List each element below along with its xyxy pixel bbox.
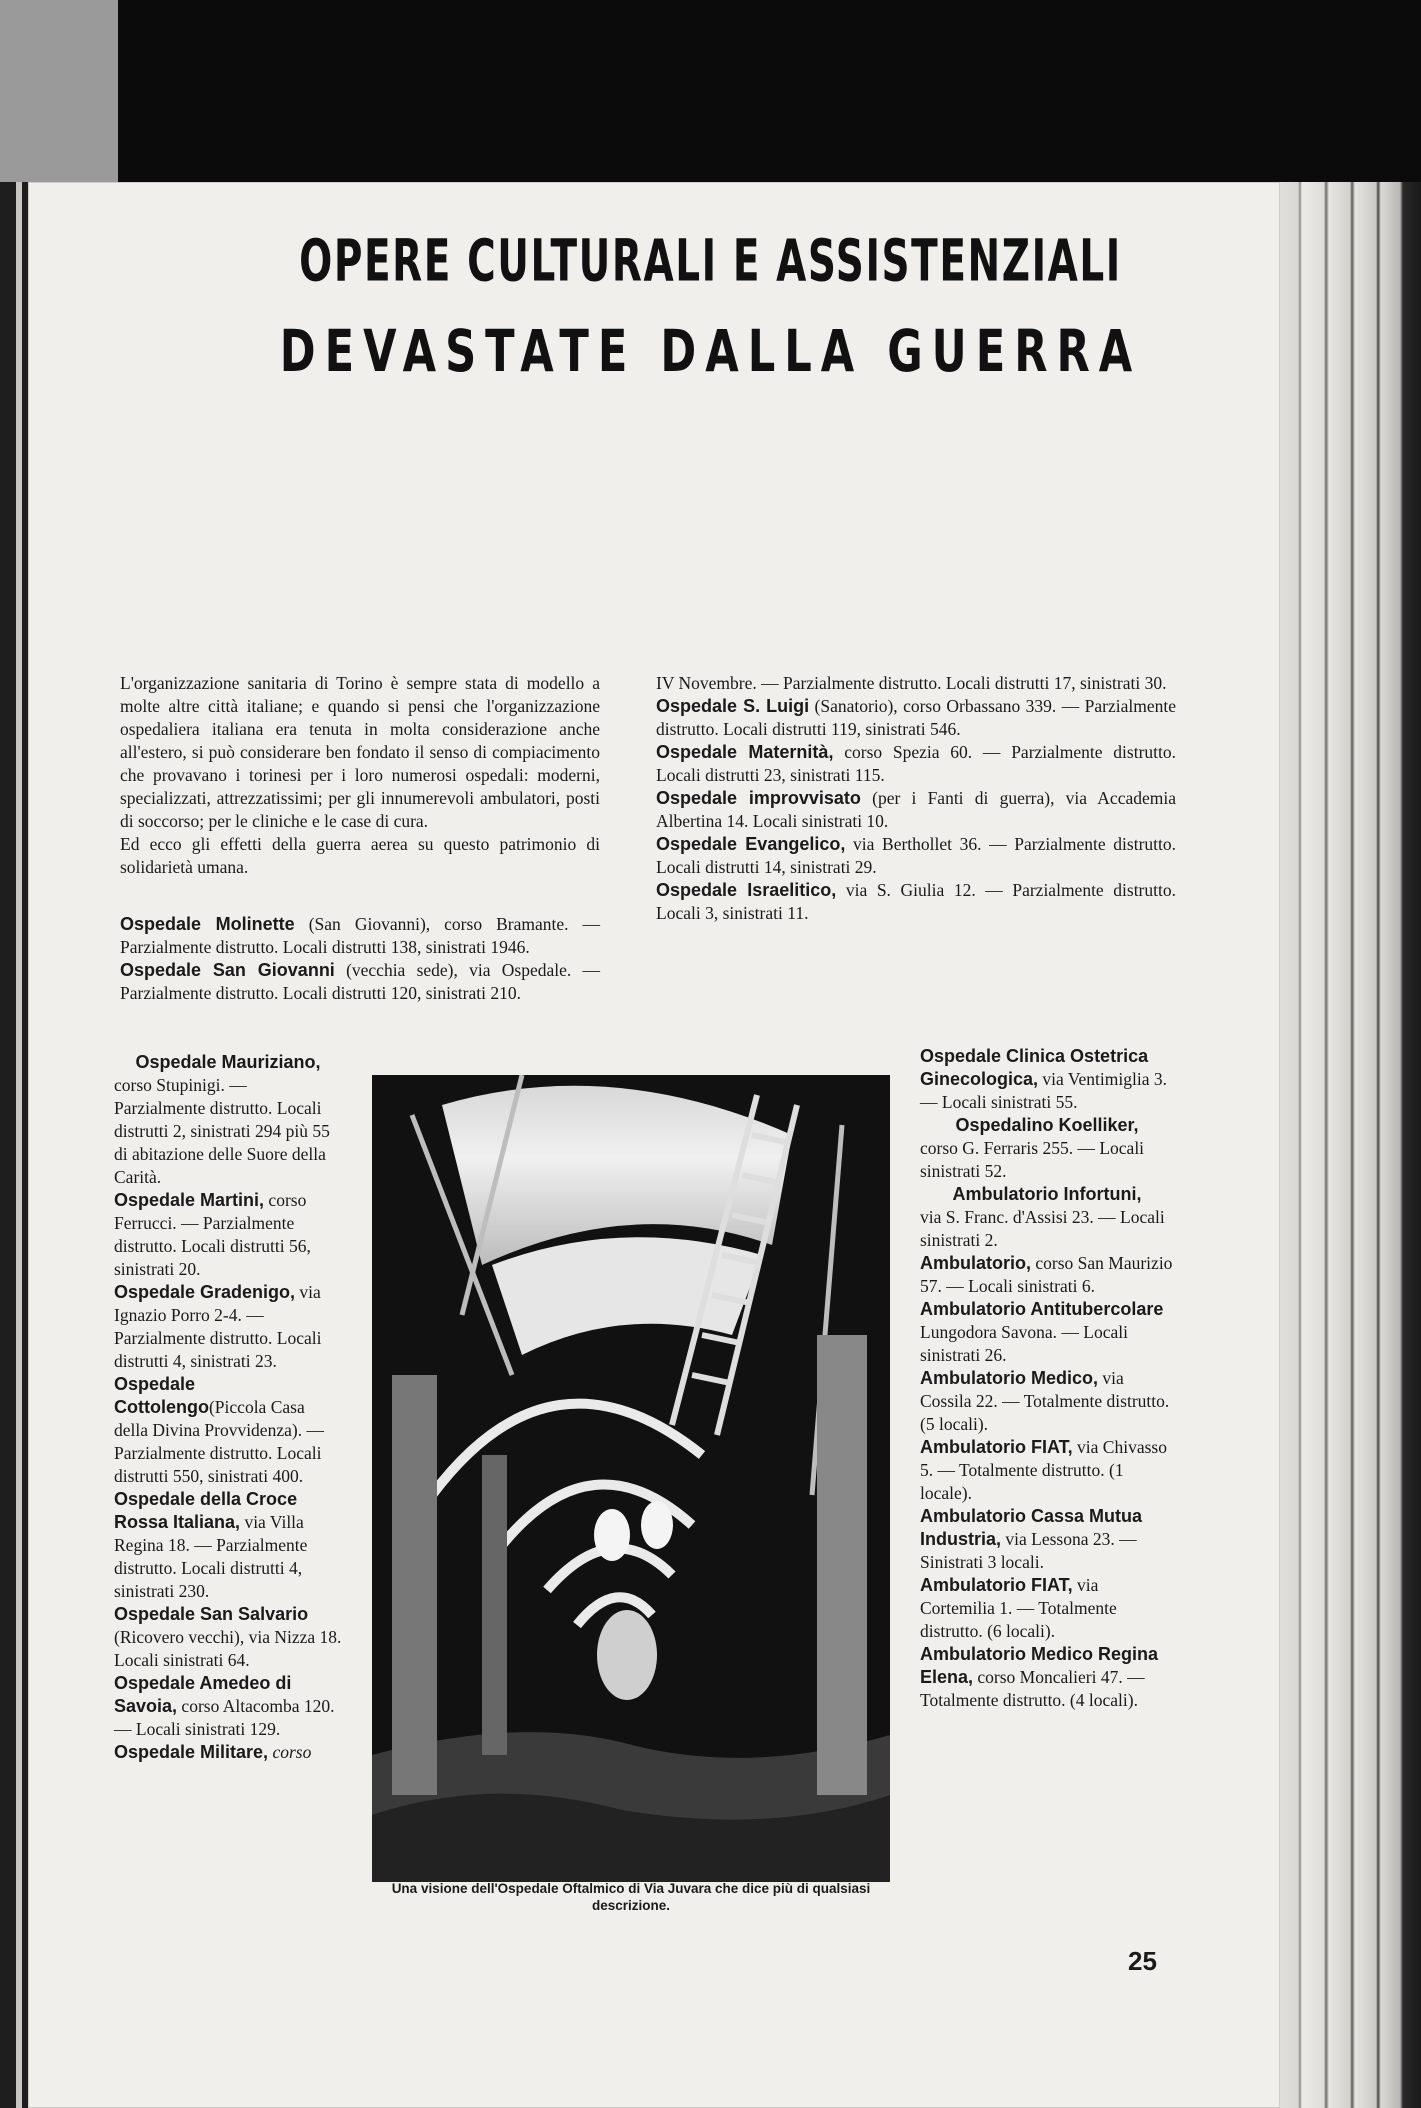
entry-text: corso San Maurizio 57. — Locali sinistrati 6. — [920, 1253, 1173, 1296]
scan-top-grey — [0, 0, 118, 182]
entry-name: Ospedale Amedeo di Savoia, — [114, 1673, 292, 1716]
entry-text: corso Stupinigi. — Parzialmente distrutto. Locali distrutti 2, sinistrati 294 più 55 di abitazione delle Suore della Carità. — [114, 1075, 330, 1187]
entry-koelliker — [920, 1114, 1174, 1183]
entry-text: (Piccola Casa della Divina Provvidenza). — Parzialmente distrutto. Locali distrutti 550, sinistrati 400. — [114, 1397, 324, 1486]
entry-croce-rossa — [114, 1488, 342, 1603]
entry-s-luigi — [656, 695, 1176, 741]
entry-name: Ambulatorio FIAT, — [920, 1437, 1073, 1457]
entry-name: Ambulatorio Medico, — [920, 1368, 1099, 1388]
entry-text: corso Spezia 60. — Parzialmente distrutto. Locali distrutti 23, sinistrati 115. — [656, 742, 1177, 785]
entry-clinica-ostetrica — [920, 1045, 1174, 1114]
entry-text: via Cortemilia 1. — Totalmente distrutto. (6 locali). — [920, 1575, 1117, 1641]
hospital-ruins-photo — [372, 1075, 890, 1882]
entry-text: corso Altacomba 120. — Locali sinistrati 129. — [114, 1696, 335, 1739]
entry-molinette — [120, 913, 600, 959]
entry-name: Ospedale Evangelico, — [656, 834, 846, 854]
entry-name: Ospedale improvvisato — [656, 788, 861, 808]
entry-text: (San Giovanni), corso Bramante. — Parzialmente distrutto. Locali distrutti 138, sinistrati 1946. — [120, 914, 601, 957]
page-title-line1: OPERE CULTURALI E ASSISTENZIALI — [299, 227, 1122, 295]
scan-left-edge — [0, 182, 28, 2108]
entry-evangelico — [656, 833, 1176, 879]
entry-ambulatorio-regina-elena — [920, 1643, 1174, 1712]
entry-gradenigo — [114, 1281, 342, 1373]
entry-name: Ospedale San Salvario — [114, 1604, 309, 1624]
left-narrow-column — [114, 1051, 342, 1764]
entry-ambulatorio-medico — [920, 1367, 1174, 1436]
entry-name: Ospedale Martini, — [114, 1190, 265, 1210]
entry-name: Ospedale Militare, — [114, 1742, 269, 1762]
intro-paragraph: L'organizzazione sanitaria di Torino è sempre stata di modello a molte altre città italiane; e quando si pensi che l'organizzazione ospedaliera italiana era tenuta in molta considerazione anche all'estero, si può considerare ben fondato il senso di compiacimento che provavano i torinesi per i loro numerosi ospedali: moderni, specializzati, attrezzatissimi; per gli innumerevoli ambulatori, posti di soccorso; per le cliniche e le case di cura. — [120, 673, 600, 831]
entry-name: Ospedale Mauriziano, — [135, 1052, 321, 1072]
entry-text: via Chivasso 5. — Totalmente distrutto. (1 locale). — [920, 1437, 1167, 1503]
entry-name: Ospedale Clinica Ostetrica Ginecologica, — [920, 1046, 1149, 1089]
photo-caption: Una visione dell'Ospedale Oftalmico di Via Juvara che dice più di qualsiasi descrizione. — [391, 1881, 871, 1913]
entry-san-giovanni — [120, 959, 600, 1005]
entry-text: via S. Giulia 12. — Parzialmente distrutto. Locali 3, sinistrati 11. — [656, 880, 1176, 923]
entry-name: Ambulatorio, — [920, 1253, 1031, 1273]
continuation-text: IV Novembre. — Parzialmente distrutto. Locali distrutti 17, sinistrati 30. — [656, 673, 1167, 693]
entry-san-salvario — [114, 1603, 342, 1672]
entry-name: Ambulatorio Cassa Mutua Industria, — [920, 1506, 1143, 1549]
entry-ambulatorio-cassa-mutua — [920, 1505, 1174, 1574]
entry-text: via Cossila 22. — Totalmente distrutto. (5 locali). — [920, 1368, 1170, 1434]
ruins-illustration — [372, 1075, 890, 1882]
entry-name: Ospedale Gradenigo, — [114, 1282, 296, 1302]
entry-name: Ambulatorio Infortuni, — [952, 1184, 1142, 1204]
entry-text: corso Ferrucci. — Parzialmente distrutto. Locali distrutti 56, sinistrati 20. — [114, 1190, 311, 1279]
entry-name: Ospedale S. Luigi — [656, 696, 810, 716]
right-narrow-column — [920, 1045, 1174, 1712]
entry-text: corso G. Ferraris 255. — Locali sinistrati 52. — [920, 1138, 1145, 1181]
entry-name: Ambulatorio Medico Regina Elena, — [920, 1644, 1159, 1687]
entry-ambulatorio-san-maurizio — [920, 1252, 1174, 1298]
entry-text: corso Moncalieri 47. — Totalmente distrutto. (4 locali). — [920, 1667, 1145, 1710]
right-wide-column — [656, 672, 1176, 925]
entry-improvvisato — [656, 787, 1176, 833]
entry-name: Ospedale Israelitico, — [656, 880, 837, 900]
entry-text: via Ignazio Porro 2-4. — Parzialmente distrutto. Locali distrutti 4, sinistrati 23. — [114, 1282, 322, 1371]
entry-cottolengo — [114, 1373, 342, 1488]
entry-text: via S. Franc. d'Assisi 23. — Locali sinistrati 2. — [920, 1207, 1165, 1250]
entry-ambulatorio-fiat-cortemilia — [920, 1574, 1174, 1643]
entry-ambulatorio-fiat-chivasso — [920, 1436, 1174, 1505]
entry-name: Ospedale San Giovanni — [120, 960, 335, 980]
entry-text: via Ventimiglia 3. — Locali sinistrati 55. — [920, 1069, 1167, 1112]
entry-text: via Berthollet 36. — Parzialmente distrutto. Locali distrutti 14, sinistrati 29. — [656, 834, 1177, 877]
entry-name: Ospedale Cottolengo — [114, 1374, 209, 1417]
book-page-stack — [1280, 182, 1421, 2108]
entry-text: Lungodora Savona. — Locali sinistrati 26. — [920, 1322, 1129, 1365]
intro-paragraph-2: Ed ecco gli effetti della guerra aerea su questo patrimonio di solidarietà umana. — [120, 834, 600, 877]
entry-text: (Ricovero vecchi), via Nizza 18. Locali sinistrati 64. — [114, 1627, 342, 1670]
entry-mauriziano — [114, 1051, 342, 1189]
entry-maternita — [656, 741, 1176, 787]
entry-name: Ospedale Maternità, — [656, 742, 834, 762]
entry-name: Ospedalino Koelliker, — [955, 1115, 1139, 1135]
page-title-line2: DEVASTATE DALLA GUERRA — [279, 318, 1142, 386]
entry-name: Ambulatorio Antitubercolare — [920, 1299, 1164, 1319]
left-wide-column — [120, 672, 600, 1005]
entry-text: corso — [272, 1742, 312, 1762]
entry-martini — [114, 1189, 342, 1281]
entry-ambulatorio-antitubercolare — [920, 1298, 1174, 1367]
entry-text: via Lessona 23. — Sinistrati 3 locali. — [920, 1529, 1137, 1572]
entry-text: via Villa Regina 18. — Parzialmente distrutto. Locali distrutti 4, sinistrati 230. — [114, 1512, 308, 1601]
entry-amedeo-di-savoia — [114, 1672, 342, 1741]
entry-text: (vecchia sede), via Ospedale. — Parzialmente distrutto. Locali distrutti 120, sinistrati 210. — [120, 960, 600, 1003]
entry-text: (per i Fanti di guerra), via Accademia Albertina 14. Locali sinistrati 10. — [656, 788, 1176, 831]
entry-name: Ambulatorio FIAT, — [920, 1575, 1073, 1595]
scan-top-band — [0, 0, 1421, 182]
entry-name: Ospedale della Croce Rossa Italiana, — [114, 1489, 298, 1532]
entry-militare — [114, 1741, 342, 1764]
page-number: 25 — [1128, 1946, 1157, 1976]
entry-text: (Sanatorio), corso Orbassano 339. — Parzialmente distrutto. Locali distrutti 119, sinistrati 546. — [656, 696, 1176, 739]
entry-ambulatorio-infortuni — [920, 1183, 1174, 1252]
entry-name: Ospedale Molinette — [120, 914, 295, 934]
entry-israelitico — [656, 879, 1176, 925]
scan-left-strip — [16, 182, 22, 2108]
